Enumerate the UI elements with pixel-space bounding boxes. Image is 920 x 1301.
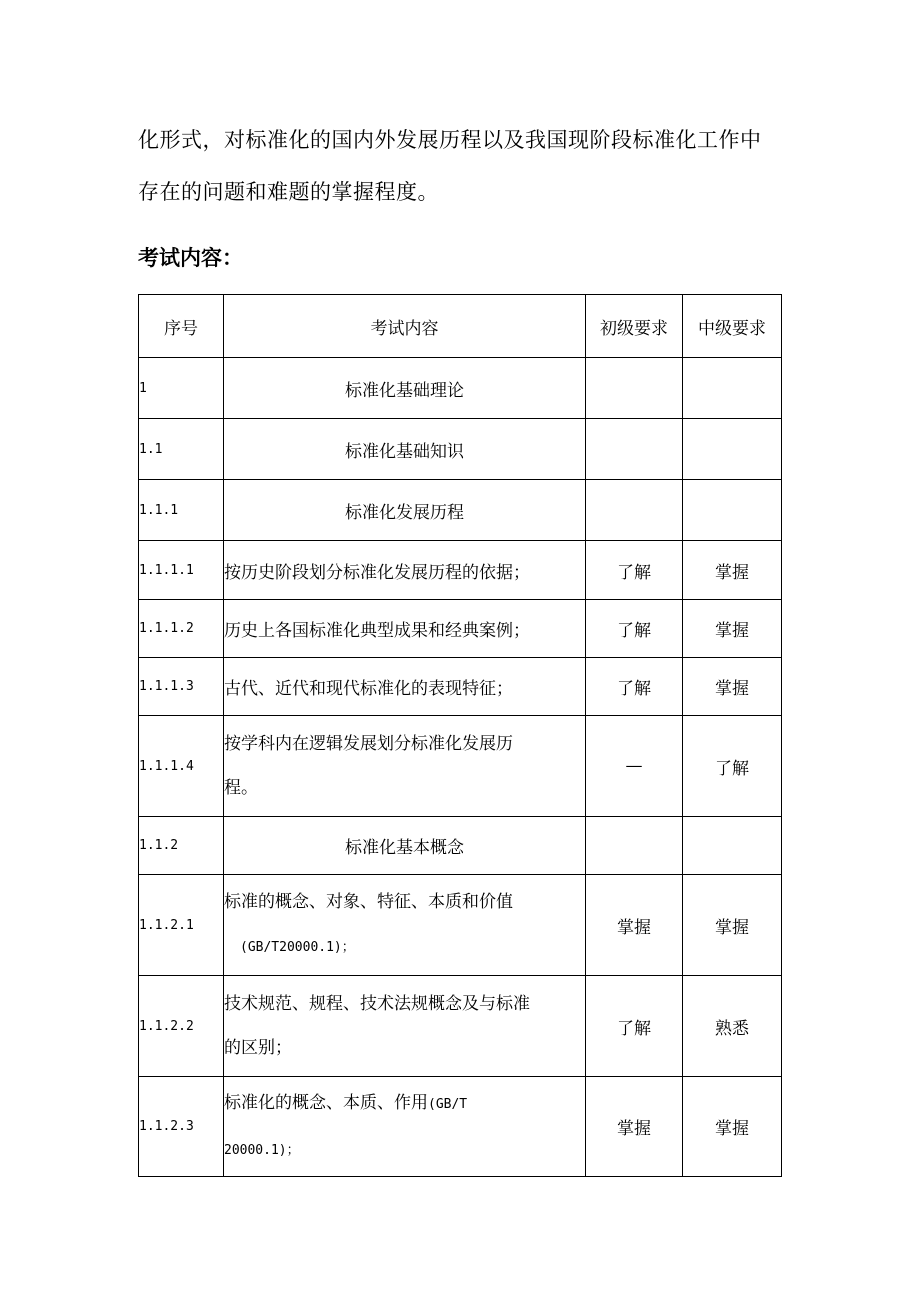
row-content	[224, 716, 586, 817]
intro-line-2: 存在的问题和难题的掌握程度。	[138, 180, 439, 204]
row-content: 标准化基础知识	[224, 419, 586, 480]
header-content: 考试内容	[224, 295, 586, 358]
row-intermediate	[683, 419, 782, 480]
table-row	[139, 600, 782, 658]
row-content-line-2: 20000.1)；	[224, 1142, 300, 1158]
row-junior	[586, 358, 683, 419]
row-intermediate	[683, 480, 782, 541]
section-heading: 考试内容：	[138, 246, 243, 270]
row-content: 古代、近代和现代标准化的表现特征；	[224, 658, 586, 716]
row-intermediate: 熟悉	[683, 976, 782, 1077]
row-junior: 了解	[586, 600, 683, 658]
row-content-line-1-ref: (GB/T	[428, 1096, 468, 1112]
row-content-line-1: 标准的概念、对象、特征、本质和价值	[224, 892, 513, 912]
row-intermediate: 掌握	[683, 541, 782, 600]
row-intermediate: 了解	[683, 716, 782, 817]
table-row	[139, 875, 782, 976]
row-content-line-1-wrap	[224, 1081, 585, 1127]
row-seq: 1	[139, 358, 224, 419]
row-seq: 1.1.2.1	[139, 875, 224, 976]
table-row	[139, 541, 782, 600]
table-row	[139, 658, 782, 716]
row-content-line-2: 的区别；	[224, 1038, 292, 1058]
row-seq: 1.1.1	[139, 480, 224, 541]
table-header-row	[139, 295, 782, 358]
row-junior	[586, 480, 683, 541]
table-row	[139, 976, 782, 1077]
row-intermediate: 掌握	[683, 875, 782, 976]
row-content	[224, 976, 586, 1077]
table-row	[139, 817, 782, 875]
row-junior: 掌握	[586, 1077, 683, 1177]
row-content-line-2: 程。	[224, 778, 258, 798]
table-row	[139, 716, 782, 817]
row-content	[224, 875, 586, 976]
row-seq: 1.1.2	[139, 817, 224, 875]
header-seq: 序号	[139, 295, 224, 358]
row-content-line-1: 技术规范、规程、技术法规概念及与标准	[224, 994, 530, 1014]
row-content-line-1: 按学科内在逻辑发展划分标准化发展历	[224, 734, 513, 754]
row-content-line-2-wrap	[224, 924, 585, 970]
row-content: 按历史阶段划分标准化发展历程的依据；	[224, 541, 586, 600]
row-content-line-1: 标准化的概念、本质、作用	[224, 1092, 428, 1113]
row-seq: 1.1.2.3	[139, 1077, 224, 1177]
row-junior: —	[586, 716, 683, 817]
header-junior: 初级要求	[586, 295, 683, 358]
row-intermediate: 掌握	[683, 1077, 782, 1177]
row-junior: 了解	[586, 541, 683, 600]
row-content: 标准化发展历程	[224, 480, 586, 541]
row-content: 标准化基础理论	[224, 358, 586, 419]
row-junior: 了解	[586, 976, 683, 1077]
row-content	[224, 1077, 586, 1177]
row-seq: 1.1.1.3	[139, 658, 224, 716]
table-row	[139, 419, 782, 480]
table-row	[139, 358, 782, 419]
table-row	[139, 480, 782, 541]
row-junior	[586, 817, 683, 875]
row-intermediate	[683, 358, 782, 419]
row-junior	[586, 419, 683, 480]
row-content-line-2: (GB/T20000.1)；	[240, 940, 355, 955]
row-seq: 1.1	[139, 419, 224, 480]
intro-line-1: 化形式，对标准化的国内外发展历程以及我国现阶段标准化工作中	[138, 128, 762, 152]
row-junior: 了解	[586, 658, 683, 716]
header-intermediate: 中级要求	[683, 295, 782, 358]
row-content-line-2-wrap	[224, 1127, 585, 1173]
row-content: 历史上各国标准化典型成果和经典案例；	[224, 600, 586, 658]
row-intermediate: 掌握	[683, 658, 782, 716]
row-junior: 掌握	[586, 875, 683, 976]
exam-content-table	[138, 294, 782, 1177]
row-content: 标准化基本概念	[224, 817, 586, 875]
row-seq: 1.1.1.4	[139, 716, 224, 817]
row-intermediate: 掌握	[683, 600, 782, 658]
row-seq: 1.1.2.2	[139, 976, 224, 1077]
row-seq: 1.1.1.1	[139, 541, 224, 600]
row-seq: 1.1.1.2	[139, 600, 224, 658]
row-intermediate	[683, 817, 782, 875]
table-row	[139, 1077, 782, 1177]
intro-paragraph	[138, 114, 798, 218]
